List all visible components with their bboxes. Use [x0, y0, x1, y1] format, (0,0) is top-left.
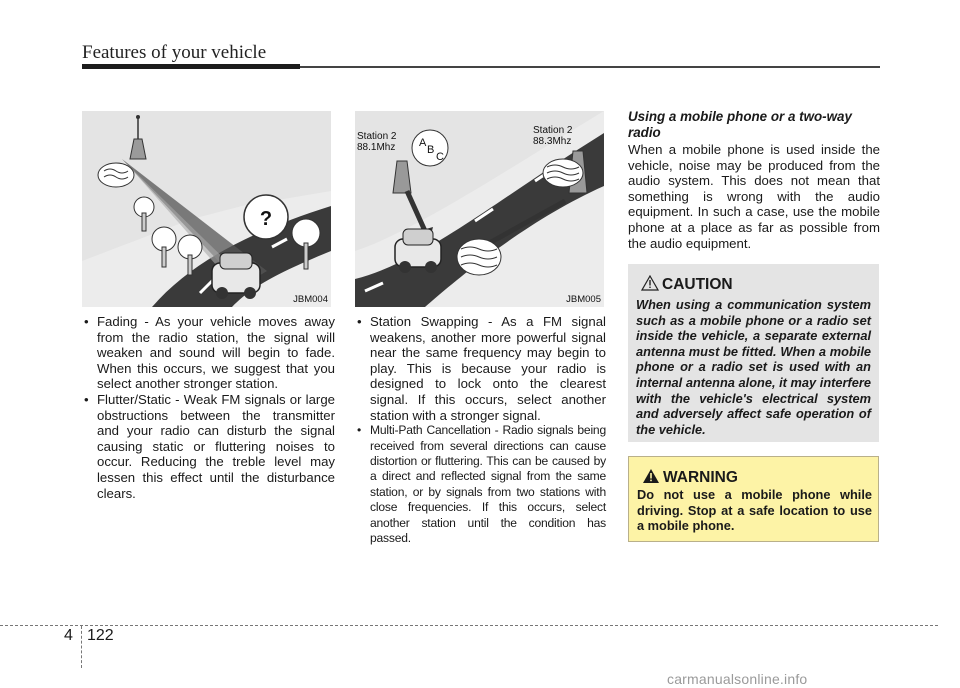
left-column	[82, 314, 335, 501]
watermark: carmanualsonline.info	[667, 671, 808, 687]
abc-b: B	[427, 144, 435, 156]
station-right-name: Station 2	[533, 125, 573, 136]
station-left-name: Station 2	[357, 131, 397, 142]
bullet-multi-path: • Multi-Path Cancellation - Radio signals being received from several directions can cause distortion or fluttering. This can be caused by a direct and reflected signal from the same station, or by signals from two stations with close frequencies. If this occurs, select another station until the condition has passed.	[355, 423, 606, 546]
middle-bullet-list	[355, 314, 606, 546]
page-number: 122	[87, 627, 114, 644]
header-rule-accent	[82, 64, 300, 69]
section-body: When a mobile phone is used inside the vehicle, noise may be produced from the audio system. This does not mean that something is wrong with the audio equipment. In such a case, use the mobile phone at a place as far as possible from the audio equipment.	[628, 142, 880, 251]
figure-station-swapping	[355, 111, 604, 307]
abc-a: A	[419, 137, 427, 149]
figure-fading	[82, 111, 331, 307]
bullet-station-swapping: • Station Swapping - As a FM signal weakens, another more powerful signal near the same frequency may begin to play. This is because your radio is designed to lock onto the clearest signal. If this occurs, select another station with a stronger signal.	[355, 314, 606, 423]
footer-rule	[0, 625, 938, 626]
station-right-freq: 88.3Mhz	[533, 136, 572, 147]
question-mark: ?	[259, 208, 273, 230]
bullet-flutter-static: • Flutter/Static - Weak FM signals or large obstructions between the transmitter and your radio can disturb the signal causing static or fluttering noises to occur. Reducing the treble level may lessen this effect until the disturbance clears.	[82, 392, 335, 501]
page-section-number: 4	[64, 627, 73, 644]
warning-box	[628, 456, 879, 542]
caution-box	[628, 264, 879, 442]
section-title: Using a mobile phone or a two-way radio	[628, 109, 852, 140]
warning-triangle-icon	[642, 468, 660, 484]
figure-code: JBM004	[293, 294, 328, 305]
caution-title: CAUTION	[662, 276, 733, 293]
middle-column	[355, 314, 606, 546]
bullet-fading: • Fading - As your vehicle moves away from the radio station, the signal will weaken and sound will begin to fade. When this occurs, we suggest that you select another stronger station.	[82, 314, 335, 392]
caution-triangle-icon	[641, 275, 659, 291]
station-left-freq: 88.1Mhz	[357, 142, 396, 153]
footer-divider	[81, 626, 82, 668]
fading-illustration	[82, 111, 331, 307]
page-header-title: Features of your vehicle	[82, 42, 267, 63]
warning-text: Do not use a mobile phone while driving. Stop at a safe location to use a mobile phone.	[637, 487, 872, 534]
station-swapping-illustration	[355, 111, 604, 307]
caution-text: When using a communication system such as a mobile phone or a radio set inside the vehicle, a separate external antenna must be fitted. When a mobile phone or a radio set is used with an internal antenna alone, it may interfere with the vehicle's electrical system and adversely affect safe operation of the vehicle.	[636, 297, 871, 437]
left-bullet-list	[82, 314, 335, 501]
abc-c: C	[436, 151, 444, 163]
figure-code: JBM005	[566, 294, 601, 305]
warning-title: WARNING	[663, 469, 738, 486]
